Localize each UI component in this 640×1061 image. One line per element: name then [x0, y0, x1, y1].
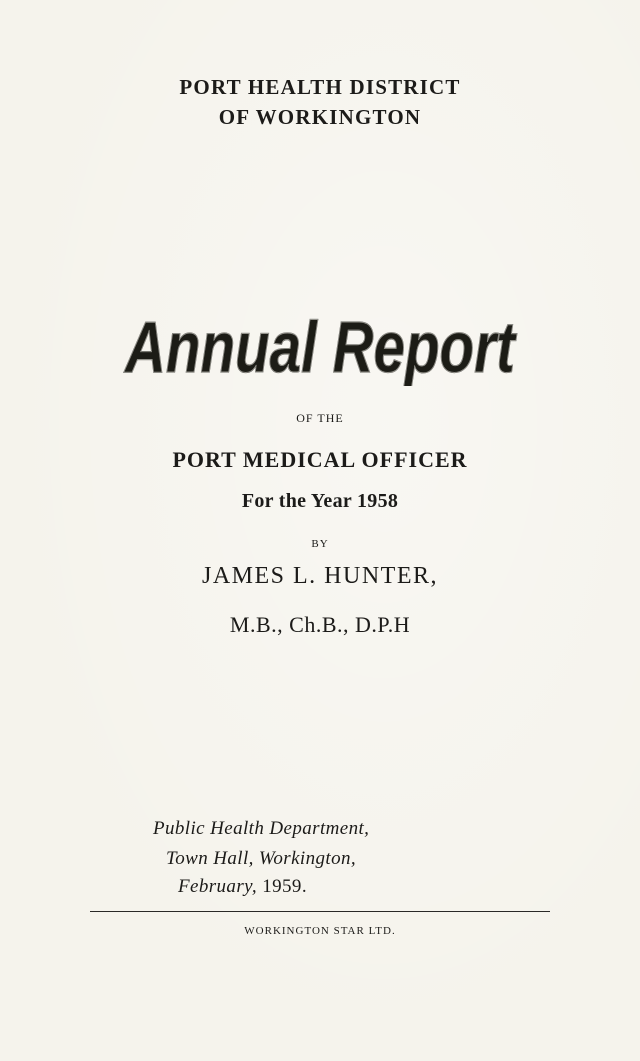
report-year: For the Year 1958: [241, 490, 399, 512]
author-degrees: M.B., Ch.B., D.P.H: [229, 612, 411, 637]
by-label: BY: [311, 538, 329, 550]
annual-report-wordmark: [120, 300, 520, 386]
of-the-label: OF THE: [296, 411, 344, 425]
district-heading: [0, 72, 640, 132]
address-line-3: [178, 876, 307, 898]
author-name: JAMES L. HUNTER,: [201, 563, 438, 589]
district-line-1: PORT HEALTH DISTRICT: [179, 75, 461, 99]
address-month: February,: [178, 876, 258, 897]
address-year: 1959.: [262, 876, 307, 897]
annual-report-title: [0, 300, 640, 386]
address-line-1: Public Health Department,: [153, 818, 370, 839]
officer-title: PORT MEDICAL OFFICER: [172, 447, 468, 472]
annual-report-text: Annual Report: [123, 308, 518, 386]
footer-rule: [90, 911, 550, 912]
printer-imprint: WORKINGTON STAR LTD.: [244, 925, 396, 937]
annual-report-inline-stroke: Annual Report: [123, 308, 518, 386]
district-line-2: OF WORKINGTON: [218, 105, 422, 129]
address-line-2: Town Hall, Workington,: [166, 848, 357, 869]
